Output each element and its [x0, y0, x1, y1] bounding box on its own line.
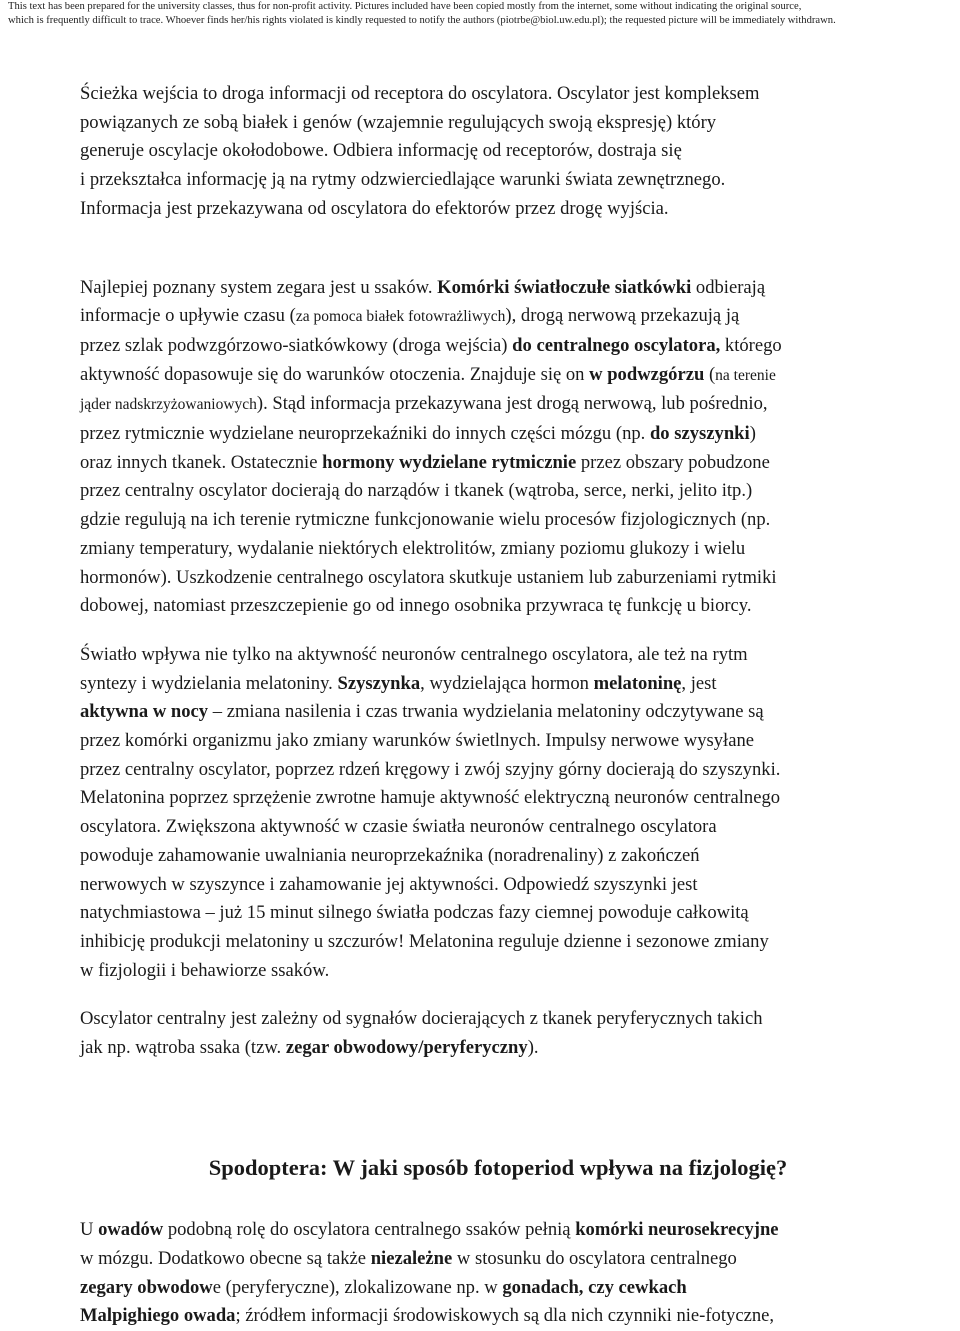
text-line: Informacja jest przekazywana od oscylatora do efektorów przez drogę wyjścia. [80, 197, 669, 219]
text-line: w mózgu. Dodatkowo obecne są także niezależne w stosunku do oscylatora centralnego [80, 1247, 737, 1269]
text-line: zegary obwodowe (peryferyczne), zlokalizowane np. w gonadach, czy cewkach [80, 1276, 687, 1298]
text-line: powoduje zahamowanie uwalniania neuroprzekaźnika (noradrenaliny) z zakończeń [80, 844, 700, 866]
text-line: hormonów). Uszkodzenie centralnego oscylatora skutkuje ustaniem lub zaburzeniami rytmiki [80, 566, 777, 588]
text-line: przez komórki organizmu jako zmiany warunków świetlnych. Impulsy nerwowe wysyłane [80, 730, 755, 752]
text-line: przez centralny oscylator, poprzez rdzeń kręgowy i zwój szyjny górny docierają do szyszynki. [80, 758, 781, 780]
text-line: aktywność dopasowuje się do warunków otoczenia. Znajduje się on w podwzgórzu (na terenie [80, 363, 776, 385]
text-line: gdzie regulują na ich terenie rytmiczne funkcjonowanie wielu procesów fizjologicznych (np. [80, 509, 771, 531]
section-heading: Spodoptera: W jaki sposób fotoperiod wpływa na fizjologię? [208, 1155, 788, 1181]
copyright-notice-line-2: which is frequently difficult to trace. Whoever finds her/his rights violated is kindly requested to notify the authors (piotrbe@biol.uw.edu.pl); the requested picture will be immediately withdrawn. [8, 15, 836, 26]
text-line: Najlepiej poznany system zegara jest u ssaków. Komórki światłoczułe siatkówki odbierają [80, 276, 766, 298]
text-line: syntezy i wydzielania melatoniny. Szyszynka, wydzielająca hormon melatoninę, jest [80, 672, 717, 694]
text-line: Malpighiego owada; źródłem informacji środowiskowych są dla nich czynniki nie-fotyczne, [80, 1305, 775, 1327]
paragraph-input-pathway [80, 80, 920, 224]
paragraph-insects [80, 1216, 920, 1331]
text-line: oscylatora. Zwiększona aktywność w czasie światła neuronów centralnego oscylatora [80, 816, 717, 838]
text-line: zmiany temperatury, wydalanie niektórych elektrolitów, zmiany poziomu glukozy i wielu [80, 537, 746, 559]
text-line: jąder nadskrzyżowaniowych). Stąd informacja przekazywana jest drogą nerwową, lub pośrednio, [80, 393, 768, 415]
document-body [80, 80, 920, 1331]
text-line: przez centralny oscylator docierają do narządów i tkanek (wątroba, serce, nerki, jelito itp.) [80, 480, 753, 502]
text-line: informacje o upływie czasu (za pomoca białek fotowrażliwych), drogą nerwową przekazują ją [80, 305, 740, 327]
paragraph-melatonin [80, 641, 920, 985]
text-line: Oscylator centralny jest zależny od sygnałów docierających z tkanek peryferycznych takich [80, 1008, 763, 1030]
text-line: natychmiastowa – już 15 minut silnego światła podczas fazy ciemnej powoduje całkowitą [80, 902, 749, 924]
text-line: i przekształca informację ją na rytmy odzwierciedlające warunki świata zewnętrznego. [80, 169, 726, 191]
paragraph-mammal-clock [80, 274, 920, 621]
text-line: aktywna w nocy – zmiana nasilenia i czas trwania wydzielania melatoniny odczytywane są [80, 701, 764, 723]
copyright-notice-line-1: This text has been prepared for the university classes, thus for non-profit activity. Pictures included have been copied mostly from the internet, some without indicating the original source, [8, 1, 802, 12]
text-line: powiązanych ze sobą białek i genów (wzajemnie regulujących swoją ekspresję) który [80, 111, 717, 133]
text-line: inhibicję produkcji melatoniny u szczurów! Melatonina reguluje dzienne i sezonowe zmiany [80, 930, 769, 952]
copyright-notice [8, 0, 952, 28]
text-line: Melatonina poprzez sprzężenie zwrotne hamuje aktywność elektryczną neuronów centralnego [80, 787, 781, 809]
text-line: generuje oscylacje okołodobowe. Odbiera informację od receptorów, dostraja się [80, 140, 682, 162]
text-line: Ścieżka wejścia to droga informacji od receptora do oscylatora. Oscylator jest kompleksem [80, 83, 760, 104]
text-line: jak np. wątroba ssaka (tzw. zegar obwodowy/peryferyczny). [80, 1037, 539, 1059]
text-line: Światło wpływa nie tylko na aktywność neuronów centralnego oscylatora, ale też na rytm [80, 643, 748, 665]
paragraph-peripheral-clock [80, 1005, 920, 1062]
text-line: przez szlak podwzgórzowo-siatkówkowy (droga wejścia) do centralnego oscylatora, którego [80, 334, 782, 356]
text-line: przez rytmicznie wydzielane neuroprzekaźniki do innych części mózgu (np. do szyszynki) [80, 423, 756, 445]
text-line: U owadów podobną rolę do oscylatora centralnego ssaków pełnią komórki neurosekrecyjne [80, 1219, 779, 1241]
text-line: nerwowych w szyszynce i zahamowanie jej aktywności. Odpowiedź szyszynki jest [80, 873, 698, 895]
text-line: oraz innych tkanek. Ostatecznie hormony wydzielane rytmicznie przez obszary pobudzone [80, 451, 770, 473]
text-line: dobowej, natomiast przeszczepienie go od innego osobnika przywraca tę funkcję u biorcy. [80, 595, 752, 617]
text-line: w fizjologii i behawiorze ssaków. [80, 959, 330, 981]
